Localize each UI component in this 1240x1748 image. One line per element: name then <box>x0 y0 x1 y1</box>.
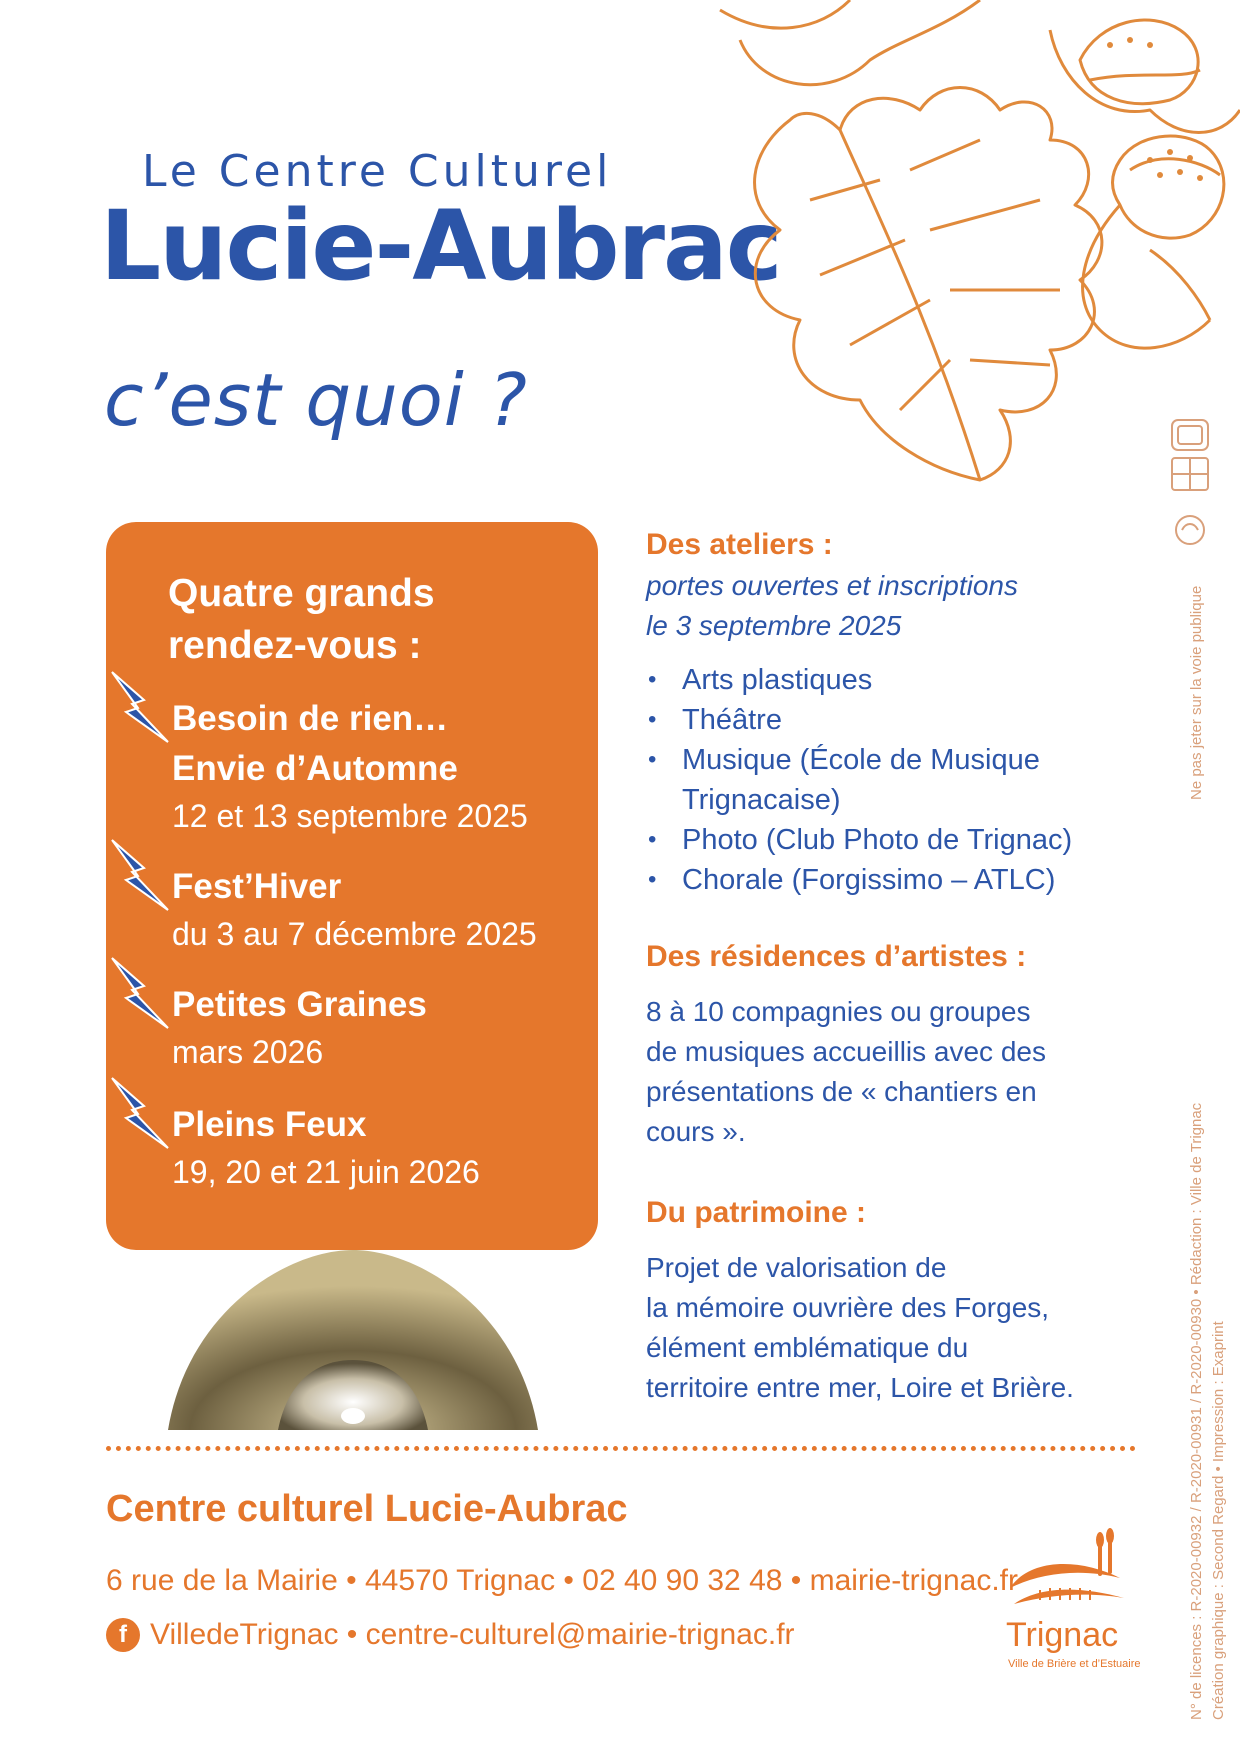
list-item: • Musique (École de Musique <box>646 740 1072 780</box>
lightning-bolt-icon <box>110 670 170 744</box>
lightning-bolt-icon <box>110 956 170 1030</box>
patrimoine-text <box>646 1248 1074 1408</box>
ateliers-sub2: le 3 septembre 2025 <box>646 610 902 641</box>
footer-address: 6 rue de la Mairie • 44570 Trignac • 02 40 90 32 48 • mairie-trignac.fr <box>106 1564 1018 1597</box>
event-date: 12 et 13 septembre 2025 <box>172 798 528 834</box>
title-line2: Lucie-Aubrac <box>100 190 781 302</box>
residences-text <box>646 992 1046 1152</box>
event-date: du 3 au 7 décembre 2025 <box>172 916 537 952</box>
logo-tagline: Ville de Brière et d’Estuaire <box>1008 1658 1141 1670</box>
event-name: Petites Graines <box>172 985 427 1024</box>
list-item: • Chorale (Forgissimo – ATLC) <box>646 860 1072 900</box>
residences-line: de musiques accueillis avec des <box>646 1036 1046 1067</box>
lightning-bolt-icon <box>110 838 170 912</box>
footer-contact <box>106 1618 795 1652</box>
event-date: mars 2026 <box>172 1034 324 1070</box>
legal-text-2: Création graphique : Second Regard • Impression : Exaprint <box>1210 1321 1227 1720</box>
event-date: 19, 20 et 21 juin 2026 <box>172 1154 480 1190</box>
patrimoine-line: Projet de valorisation de <box>646 1252 947 1283</box>
ateliers-heading: Des ateliers : <box>646 528 833 561</box>
events-box-title <box>168 568 435 672</box>
dotted-divider <box>106 1446 1136 1451</box>
list-item: • Théâtre <box>646 700 1072 740</box>
list-item-cont-text: Trignacaise) <box>682 784 841 816</box>
event-name: Fest’Hiver <box>172 867 342 906</box>
ateliers-sub1: portes ouvertes et inscriptions <box>646 570 1018 601</box>
list-item: • Photo (Club Photo de Trignac) <box>646 820 1072 860</box>
logo-name: Trignac <box>1006 1616 1119 1654</box>
list-item-continued <box>646 780 1072 820</box>
events-title-line1: Quatre grands <box>168 572 435 615</box>
patrimoine-line: la mémoire ouvrière des Forges, <box>646 1292 1050 1323</box>
oak-leaf-illustration <box>680 0 1240 500</box>
residences-section <box>646 940 1046 1152</box>
residences-line: cours ». <box>646 1116 746 1147</box>
footer-title: Centre culturel Lucie-Aubrac <box>106 1488 628 1530</box>
ateliers-section <box>646 528 1072 900</box>
residences-line: présentations de « chantiers en <box>646 1076 1037 1107</box>
ateliers-list <box>646 660 1072 900</box>
legal-text-1: N° de licences : R-2020-00932 / R-2020-00931 / R-2020-00930 • Rédaction : Ville de Trignac <box>1188 1102 1205 1720</box>
event-item <box>172 694 528 838</box>
title-line1: Le Centre Culturel <box>142 146 613 197</box>
residences-heading: Des résidences d’artistes : <box>646 940 1027 973</box>
patrimoine-section <box>646 1196 1074 1408</box>
event-name: Besoin de rien… <box>172 699 449 738</box>
notice-text: Ne pas jeter sur la voie publique <box>1188 585 1205 800</box>
lightning-bolt-icon <box>110 1076 170 1150</box>
patrimoine-line: élément emblématique du <box>646 1332 969 1363</box>
recycle-icon <box>1168 418 1212 548</box>
residences-line: 8 à 10 compagnies ou groupes <box>646 996 1031 1027</box>
cymbal-image <box>168 1220 538 1430</box>
facebook-icon[interactable]: f <box>106 1618 140 1652</box>
event-item <box>172 862 537 956</box>
patrimoine-line: territoire entre mer, Loire et Brière. <box>646 1372 1074 1403</box>
event-item <box>172 1100 480 1194</box>
event-item <box>172 980 427 1074</box>
event-name: Envie d’Automne <box>172 749 458 788</box>
events-title-line2: rendez-vous : <box>168 624 422 667</box>
event-name: Pleins Feux <box>172 1105 367 1144</box>
title-line3: c’est quoi ? <box>104 358 528 442</box>
list-item: • Arts plastiques <box>646 660 1072 700</box>
patrimoine-heading: Du patrimoine : <box>646 1196 867 1229</box>
footer-contact-text[interactable]: VilledeTrignac • centre-culturel@mairie-trignac.fr <box>150 1618 795 1651</box>
